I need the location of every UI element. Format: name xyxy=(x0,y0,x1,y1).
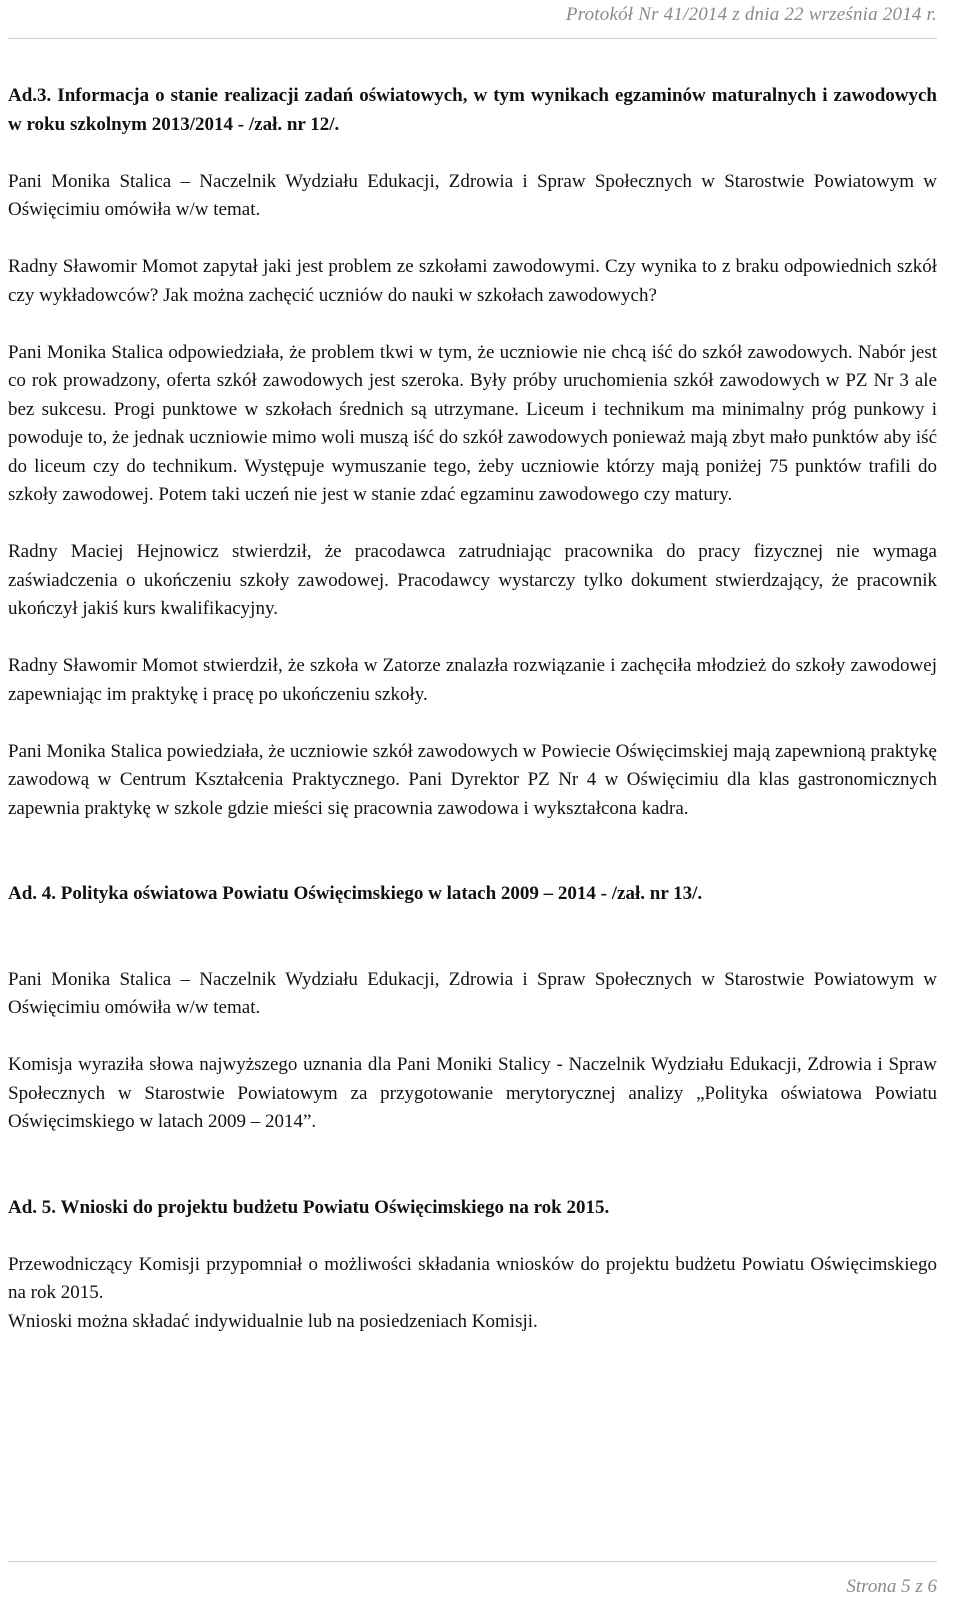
footer-divider xyxy=(8,1561,937,1562)
paragraph: Wnioski można składać indywidualnie lub na posiedzeniach Komisji. xyxy=(8,1310,538,1332)
header-divider xyxy=(8,38,937,39)
paragraph: Radny Sławomir Momot zapytał jaki jest problem ze szkołami zawodowymi. Czy wynika to z braku odpowiednich szkół czy wykładowców? Jak można zachęcić uczniów do nauki w szkołach zawodowych? xyxy=(8,256,937,306)
paragraph: Pani Monika Stalica – Naczelnik Wydziału Edukacji, Zdrowia i Spraw Społecznych w Starostwie Powiatowym w Oświęcimiu omówiła w/w temat. xyxy=(8,170,937,220)
section-heading-ad4: Ad. 4. Polityka oświatowa Powiatu Oświęcimskiego w latach 2009 – 2014 - /zał. nr 13/. xyxy=(8,883,703,904)
section-heading-ad3: Ad.3. Informacja o stanie realizacji zadań oświatowych, w tym wynikach egzaminów maturalnych i zawodowych w roku szkolnym 2013/2014 - /zał. nr 12/. xyxy=(8,85,937,135)
document-header: Protokół Nr 41/2014 z dnia 22 września 2014 r. xyxy=(565,4,937,25)
paragraph: Radny Maciej Hejnowicz stwierdził, że pracodawca zatrudniając pracownika do pracy fizycznej nie wymaga zaświadczenia o ukończeniu szkoły zawodowej. Pracodawcy wystarczy tylko dokument stwierdzający, że pracownik ukończył jakiś kurs kwalifikacyjny. xyxy=(8,541,937,619)
document-body xyxy=(8,82,937,1336)
paragraph: Przewodniczący Komisji przypomniał o możliwości składania wniosków do projektu budżetu Powiatu Oświęcimskiego na rok 2015. xyxy=(8,1253,937,1303)
section-heading-ad5: Ad. 5. Wnioski do projektu budżetu Powiatu Oświęcimskiego na rok 2015. xyxy=(8,1196,610,1218)
paragraph: Pani Monika Stalica powiedziała, że uczniowie szkół zawodowych w Powiecie Oświęcimskiej mają zapewnioną praktykę zawodową w Centrum Kształcenia Praktycznego. Pani Dyrektor PZ Nr 4 w Oświęcimiu dla klas gastronomicznych zapewnia praktykę w szkole gdzie mieści się pracownia zawodowa i wykształcona kadra. xyxy=(8,740,937,819)
page-number: Strona 5 z 6 xyxy=(846,1576,937,1597)
paragraph: Pani Monika Stalica odpowiedziała, że problem tkwi w tym, że uczniowie nie chcą iść do szkół zawodowych. Nabór jest co rok prowadzony, oferta szkół zawodowych jest szeroka. Były próby uruchomienia szkół zawodowych w PZ Nr 3 ale bez sukcesu. Progi punktowe w szkołach średnich są utrzymane. Liceum i technikum ma minimalny próg punkowy i powoduje to, że jednak uczniowie mimo woli muszą iść do szkół zawodowych ponieważ mają zbyt mało punktów aby iść do liceum czy do technikum. Występuje wymuszanie tego, żeby uczniowie którzy mają poniżej 75 punktów trafili do szkoły zawodowej. Potem taki uczeń nie jest w stanie zdać egzaminu zawodowego czy matury. xyxy=(8,341,937,505)
paragraph: Komisja wyraziła słowa najwyższego uznania dla Pani Moniki Stalicy - Naczelnik Wydziału Edukacji, Zdrowia i Spraw Społecznych w Starostwie Powiatowym za przygotowanie merytorycznej analizy „Polityka oświatowa Powiatu Oświęcimskiego w latach 2009 – 2014”. xyxy=(8,1054,937,1132)
paragraph: Pani Monika Stalica – Naczelnik Wydziału Edukacji, Zdrowia i Spraw Społecznych w Starostwie Powiatowym w Oświęcimiu omówiła w/w temat. xyxy=(8,968,937,1018)
paragraph: Radny Sławomir Momot stwierdził, że szkoła w Zatorze znalazła rozwiązanie i zachęciła młodzież do szkoły zawodowej zapewniając im praktykę i pracę po ukończeniu szkoły. xyxy=(8,655,937,705)
